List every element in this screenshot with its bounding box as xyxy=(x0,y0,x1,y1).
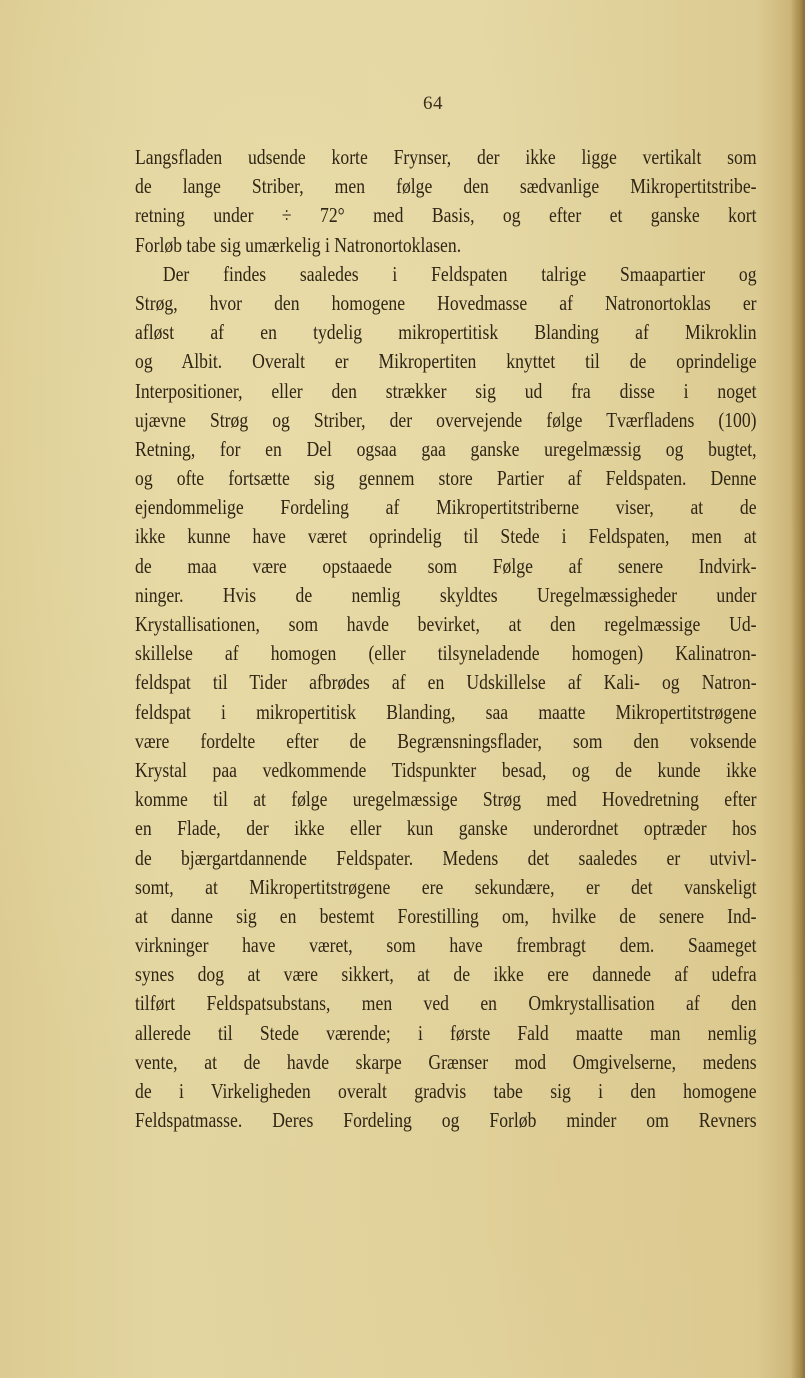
text-line: allerede til Stede værende; i første Fald maatte man nemlig xyxy=(135,1020,757,1045)
text-line: skillelse af homogen (eller tilsyneladende homogen) Kalinatron- xyxy=(135,641,757,666)
text-line: komme til at følge uregelmæssige Strøg med Hovedretning efter xyxy=(135,787,757,812)
text-line: synes dog at være sikkert, at de ikke ere dannede af udefra xyxy=(135,962,757,987)
text-line: tilført Feldspatsubstans, men ved en Omkrystallisation af den xyxy=(135,991,757,1016)
text-line: de bjærgartdannende Feldspater. Medens det saaledes er utvivl- xyxy=(135,845,757,870)
text-line: de i Virkeligheden overalt gradvis tabe sig i den homogene xyxy=(135,1079,757,1103)
text-line: at danne sig en bestemt Forestilling om, hvilke de senere Ind- xyxy=(135,903,757,928)
text-line: feldspat i mikropertitisk Blanding, saa maatte Mikropertitstrøgene xyxy=(135,699,757,724)
text-line: somt, at Mikropertitstrøgene ere sekundære, er det vanskeligt xyxy=(135,874,757,899)
text-line: retning under ÷ 72° med Basis, og efter et ganske kort xyxy=(135,203,757,228)
text-line: de maa være opstaaede som Følge af senere Indvirk- xyxy=(135,553,757,578)
text-line: feldspat til Tider afbrødes af en Udskillelse af Kali- og Natron- xyxy=(135,670,757,695)
body-text xyxy=(135,143,757,1135)
text-line: Retning, for en Del ogsaa gaa ganske uregelmæssig og bugtet, xyxy=(135,436,757,461)
text-line: virkninger have været, som have frembragt dem. Saameget xyxy=(135,933,757,958)
text-line: en Flade, der ikke eller kun ganske underordnet optræder hos xyxy=(135,816,757,841)
text-line: Feldspatmasse. Deres Fordeling og Forløb minder om Revners xyxy=(135,1108,757,1133)
text-line: afløst af en tydelig mikropertitisk Blanding af Mikroklin xyxy=(135,320,757,345)
text-line: være fordelte efter de Begrænsningsflader, som den voksende xyxy=(135,728,757,753)
text-line: ninger. Hvis de nemlig skyldtes Uregelmæssigheder under xyxy=(135,582,757,607)
text-line: ikke kunne have været oprindelig til Stede i Feldspaten, men at xyxy=(135,524,757,549)
text-line: Forløb tabe sig umærkelig i Natronortoklasen. xyxy=(135,232,462,257)
text-line: og ofte fortsætte sig gennem store Partier af Feldspaten. Denne xyxy=(135,466,757,491)
text-line: Strøg, hvor den homogene Hovedmasse af Natronortoklas er xyxy=(135,290,757,315)
text-line: Der findes saaledes i Feldspaten talrige Smaapartier og xyxy=(162,261,757,286)
text-line: Interpositioner, eller den strækker sig ud fra disse i noget xyxy=(135,378,757,403)
text-line: vente, at de havde skarpe Grænser mod Omgivelserne, medens xyxy=(135,1049,757,1074)
page-edge-shadow xyxy=(791,0,805,1378)
text-line: ejendommelige Fordeling af Mikropertitstriberne viser, at de xyxy=(135,495,757,520)
text-line: Krystallisationen, som havde bevirket, at den regelmæssige Ud- xyxy=(135,612,757,636)
text-line: ujævne Strøg og Striber, der overvejende følge Tværfladens (100) xyxy=(135,407,757,432)
text-line: Langsfladen udsende korte Frynser, der ikke ligge vertikalt som xyxy=(135,145,757,169)
page-number: 64 xyxy=(423,93,443,114)
text-line: Krystal paa vedkommende Tidspunkter besad, og de kunde ikke xyxy=(135,757,757,782)
text-line: de lange Striber, men følge den sædvanlige Mikropertitstribe- xyxy=(135,174,757,199)
text-line: og Albit. Overalt er Mikropertiten knyttet til de oprindelige xyxy=(135,349,757,374)
